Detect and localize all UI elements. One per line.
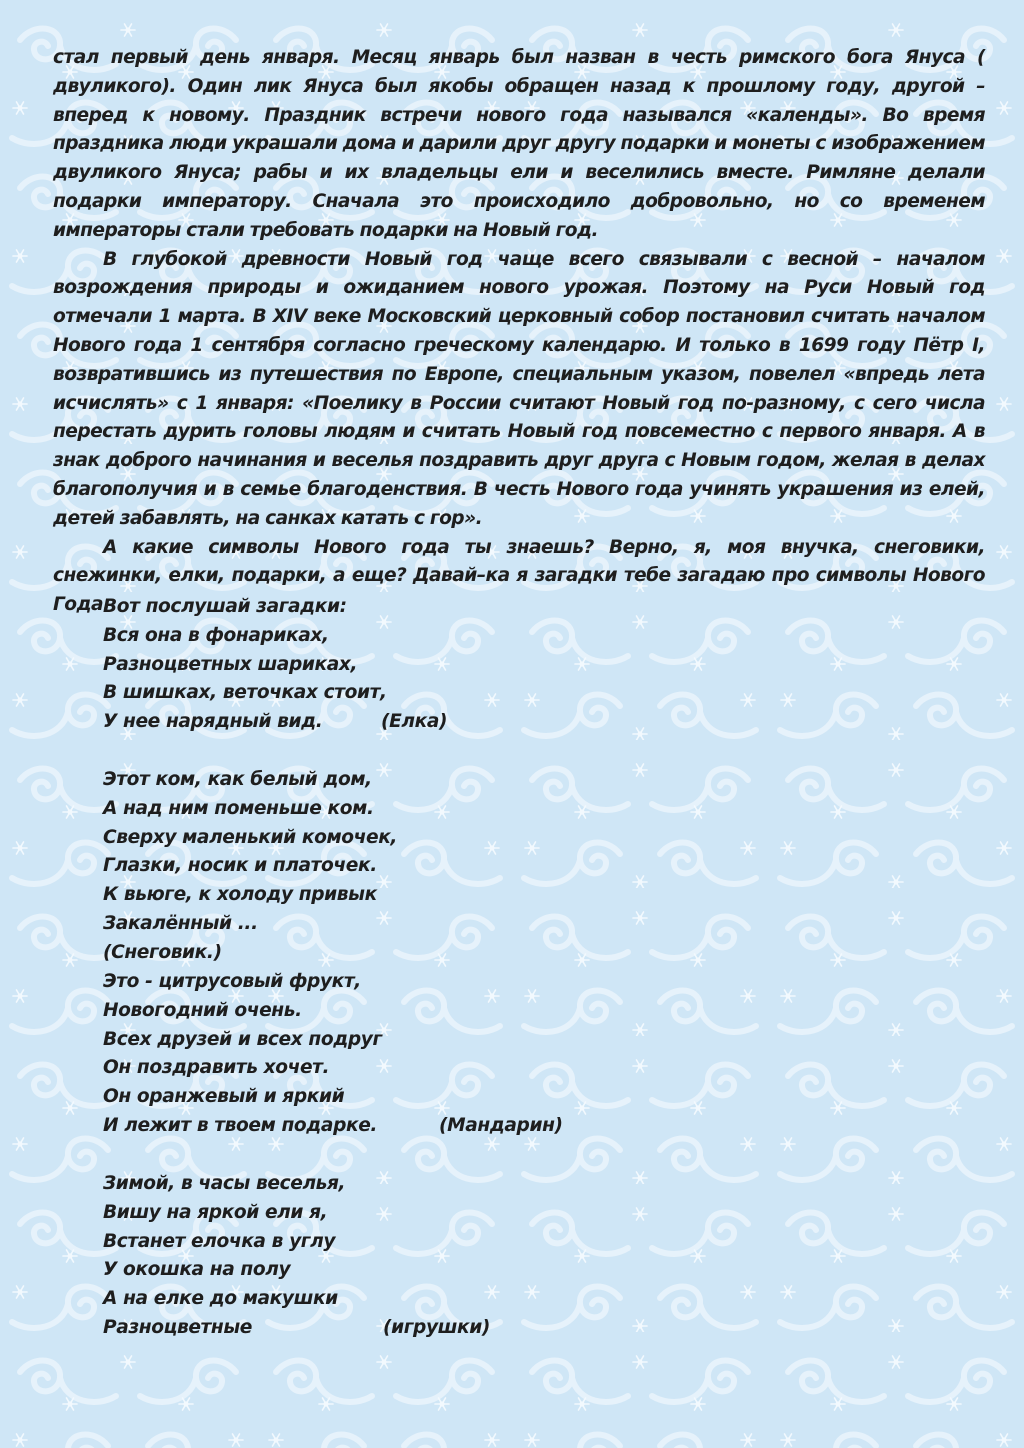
riddle-line: Этот ком, как белый дом, [103, 769, 372, 790]
history-text [53, 44, 985, 620]
riddles-intro: Вот послушай загадки: [103, 596, 347, 617]
riddle-line: У нее нарядный вид. [103, 711, 323, 733]
riddle-line: Новогодний очень. [103, 999, 302, 1021]
riddle-line: И лежит в твоем подарке. [103, 1114, 378, 1136]
riddle-line: Разноцветные [103, 1316, 253, 1338]
riddle-line: Встанет елочка в углу [103, 1230, 336, 1252]
riddle-answer-3: (Мандарин) [439, 1115, 563, 1136]
riddle-line: Глазки, носик и платочек. [103, 855, 377, 877]
riddle-line: Разноцветных шариках, [103, 653, 358, 675]
riddle-block-1 [103, 593, 387, 737]
riddle-line: Это - цитрусовый фрукт, [103, 971, 361, 992]
paragraph-russian-new-year: В глубокой древности Новый год чаще всего связывали с весной – началом возрождения природы и ожиданием нового урожая. Поэтому на Руси Новый год отмечали 1 марта. В XIV веке Московский церковный собор постановил считать началом Нового года 1 сентября согласно греческому календарю. И только в 1699 году Пётр I, возвратившись из путешествия по Европе, специальным указом, повелел «впредь лета исчислять» с 1 января: «Поелику в России считают Новый год по-разному, с сего числа перестать дурить головы людям и считать Новый год повсеместно с первого января. А в знак доброго начинания и веселья поздравить друг друга с Новым годом, желая в делах благополучия и в семье благоденствия. В честь Нового года учинять украшения из елей, детей забавлять, на санках катать с гор». [53, 248, 985, 529]
riddle-line: У окошка на полу [103, 1259, 291, 1281]
riddle-answer-1: (Елка) [381, 711, 448, 732]
riddle-line: Вся она в фонариках, [103, 624, 329, 646]
riddle-block-3 [103, 968, 382, 1141]
riddle-line: А на елке до макушки [103, 1288, 338, 1310]
riddle-line: В шишках, веточках стоит, [103, 682, 387, 704]
riddle-line: А над ним поменьше ком. [103, 797, 374, 819]
riddle-line: Закалённый ... [103, 912, 258, 934]
riddle-line: Всех друзей и всех подруг [103, 1028, 382, 1050]
riddle-line: К вьюге, к холоду привык [103, 884, 377, 906]
riddle-line: Он поздравить хочет. [103, 1057, 330, 1079]
paragraph-roman-new-year: стал первый день января. Месяц январь был назван в честь римского бога Януса ( двуликого). Один лик Януса был якобы обращен назад к прошлому году, другой – вперед к новому. Праздник встречи нового года назывался «календы». Во время праздника люди украшали дома и дарили друг другу подарки и монеты с изображением двуликого Януса; рабы и их владельцы ели и веселились вместе. Римляне делали подарки императору. Сначала это происходило добровольно, но со временем императоры стали требовать подарки на Новый год. [53, 47, 985, 241]
riddle-answer-2: (Снеговик.) [103, 941, 222, 963]
riddle-block-2 [103, 766, 397, 968]
riddle-line: Вишу на яркой ели я, [103, 1201, 328, 1223]
riddle-block-4 [103, 1170, 345, 1343]
riddle-line: Он оранжевый и яркий [103, 1086, 345, 1108]
riddle-answer-4: (игрушки) [383, 1317, 490, 1338]
riddle-line: Сверху маленький комочек, [103, 826, 398, 848]
riddle-line: Зимой, в часы веселья, [103, 1173, 346, 1194]
paragraph-symbols-question: А какие символы Нового года ты знаешь? Верно, я, моя внучка, снеговики, снежинки, елки, подарки, а еще? Давай–ка я загадки тебе загадаю про символы Нового Года. [53, 536, 985, 616]
